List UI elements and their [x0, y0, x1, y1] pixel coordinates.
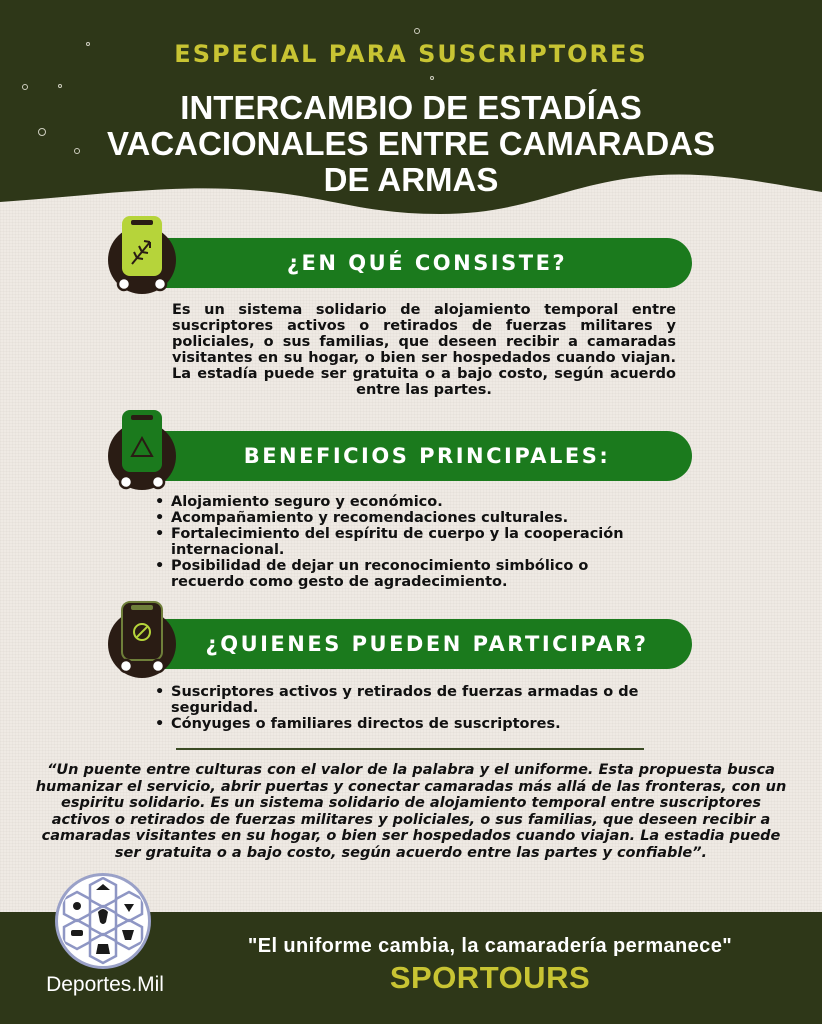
sparkle-decoration: [430, 76, 434, 80]
brand-name: SPORTOURS: [389, 960, 591, 995]
luggage-fishbone-icon: [104, 212, 180, 296]
sparkle-decoration: [22, 84, 28, 90]
luggage-compass-icon: [104, 596, 180, 680]
footer-slogan: "El uniforme cambia, la camaradería permanece": [247, 935, 733, 957]
sparkle-decoration: [38, 128, 46, 136]
participants-list: [155, 684, 655, 732]
benefits-list: [155, 494, 655, 590]
list-item: • Alojamiento seguro y económico.: [155, 494, 655, 510]
list-item: • Cónyuges o familiares directos de suscriptores.: [155, 716, 655, 732]
section-heading-participar: ¿QUIENES PUEDEN PARTICIPAR?: [140, 619, 692, 669]
logo-wordmark: Deportes.Mil: [46, 973, 164, 996]
list-item: • Suscriptores activos y retirados de fuerzas armadas o de seguridad.: [155, 684, 655, 716]
deportes-mil-logo: [55, 873, 151, 969]
divider: [176, 748, 644, 750]
section-heading-consiste: ¿EN QUÉ CONSISTE?: [140, 238, 692, 288]
luggage-triangle-icon: [104, 404, 180, 492]
subscriber-kicker: ESPECIAL PARA SUSCRIPTORES: [174, 40, 648, 68]
sparkle-decoration: [58, 84, 62, 88]
sparkle-decoration: [414, 28, 420, 34]
list-item: • Acompañamiento y recomendaciones culturales.: [155, 510, 655, 526]
section-heading-beneficios: BENEFICIOS PRINCIPALES:: [140, 431, 692, 481]
list-item: • Posibilidad de dejar un reconocimiento simbólico o recuerdo como gesto de agradecimiento.: [155, 558, 655, 590]
sparkle-decoration: [74, 148, 80, 154]
section-paragraph-consiste: Es un sistema solidario de alojamiento temporal entre suscriptores activos o retirados de fuerzas militares y policiales, o sus familias, que deseen recibir a camaradas visitantes en su hogar, o bien ser hospedados cuando viajan. La estadía puede ser gratuita o a bajo costo, según acuerdo entre las partes.: [172, 302, 676, 398]
hexagon-ball-icon: [58, 876, 148, 966]
closing-quote: “Un puente entre culturas con el valor de la palabra y el uniforme. Esta propuesta busca humanizar el servicio, abrir puertas y conectar camaradas más allá de las fronteras, con un espiritu solidario. Es un sistema solidario de alojamiento temporal entre suscriptores activos o retirados de fuerzas militares y policiales, o sus familias, que deseen recibir a camaradas visitantes en su hogar, o bien ser hospedados cuando viajan. La estadia puede ser gratuita o a bajo costo, según acuerdo entre las partes y confiable”.: [35, 762, 787, 861]
page-title: INTERCAMBIO DE ESTADÍAS VACACIONALES ENTRE CAMARADAS DE ARMAS: [106, 89, 716, 198]
list-item: • Fortalecimiento del espíritu de cuerpo y la cooperación internacional.: [155, 526, 655, 558]
